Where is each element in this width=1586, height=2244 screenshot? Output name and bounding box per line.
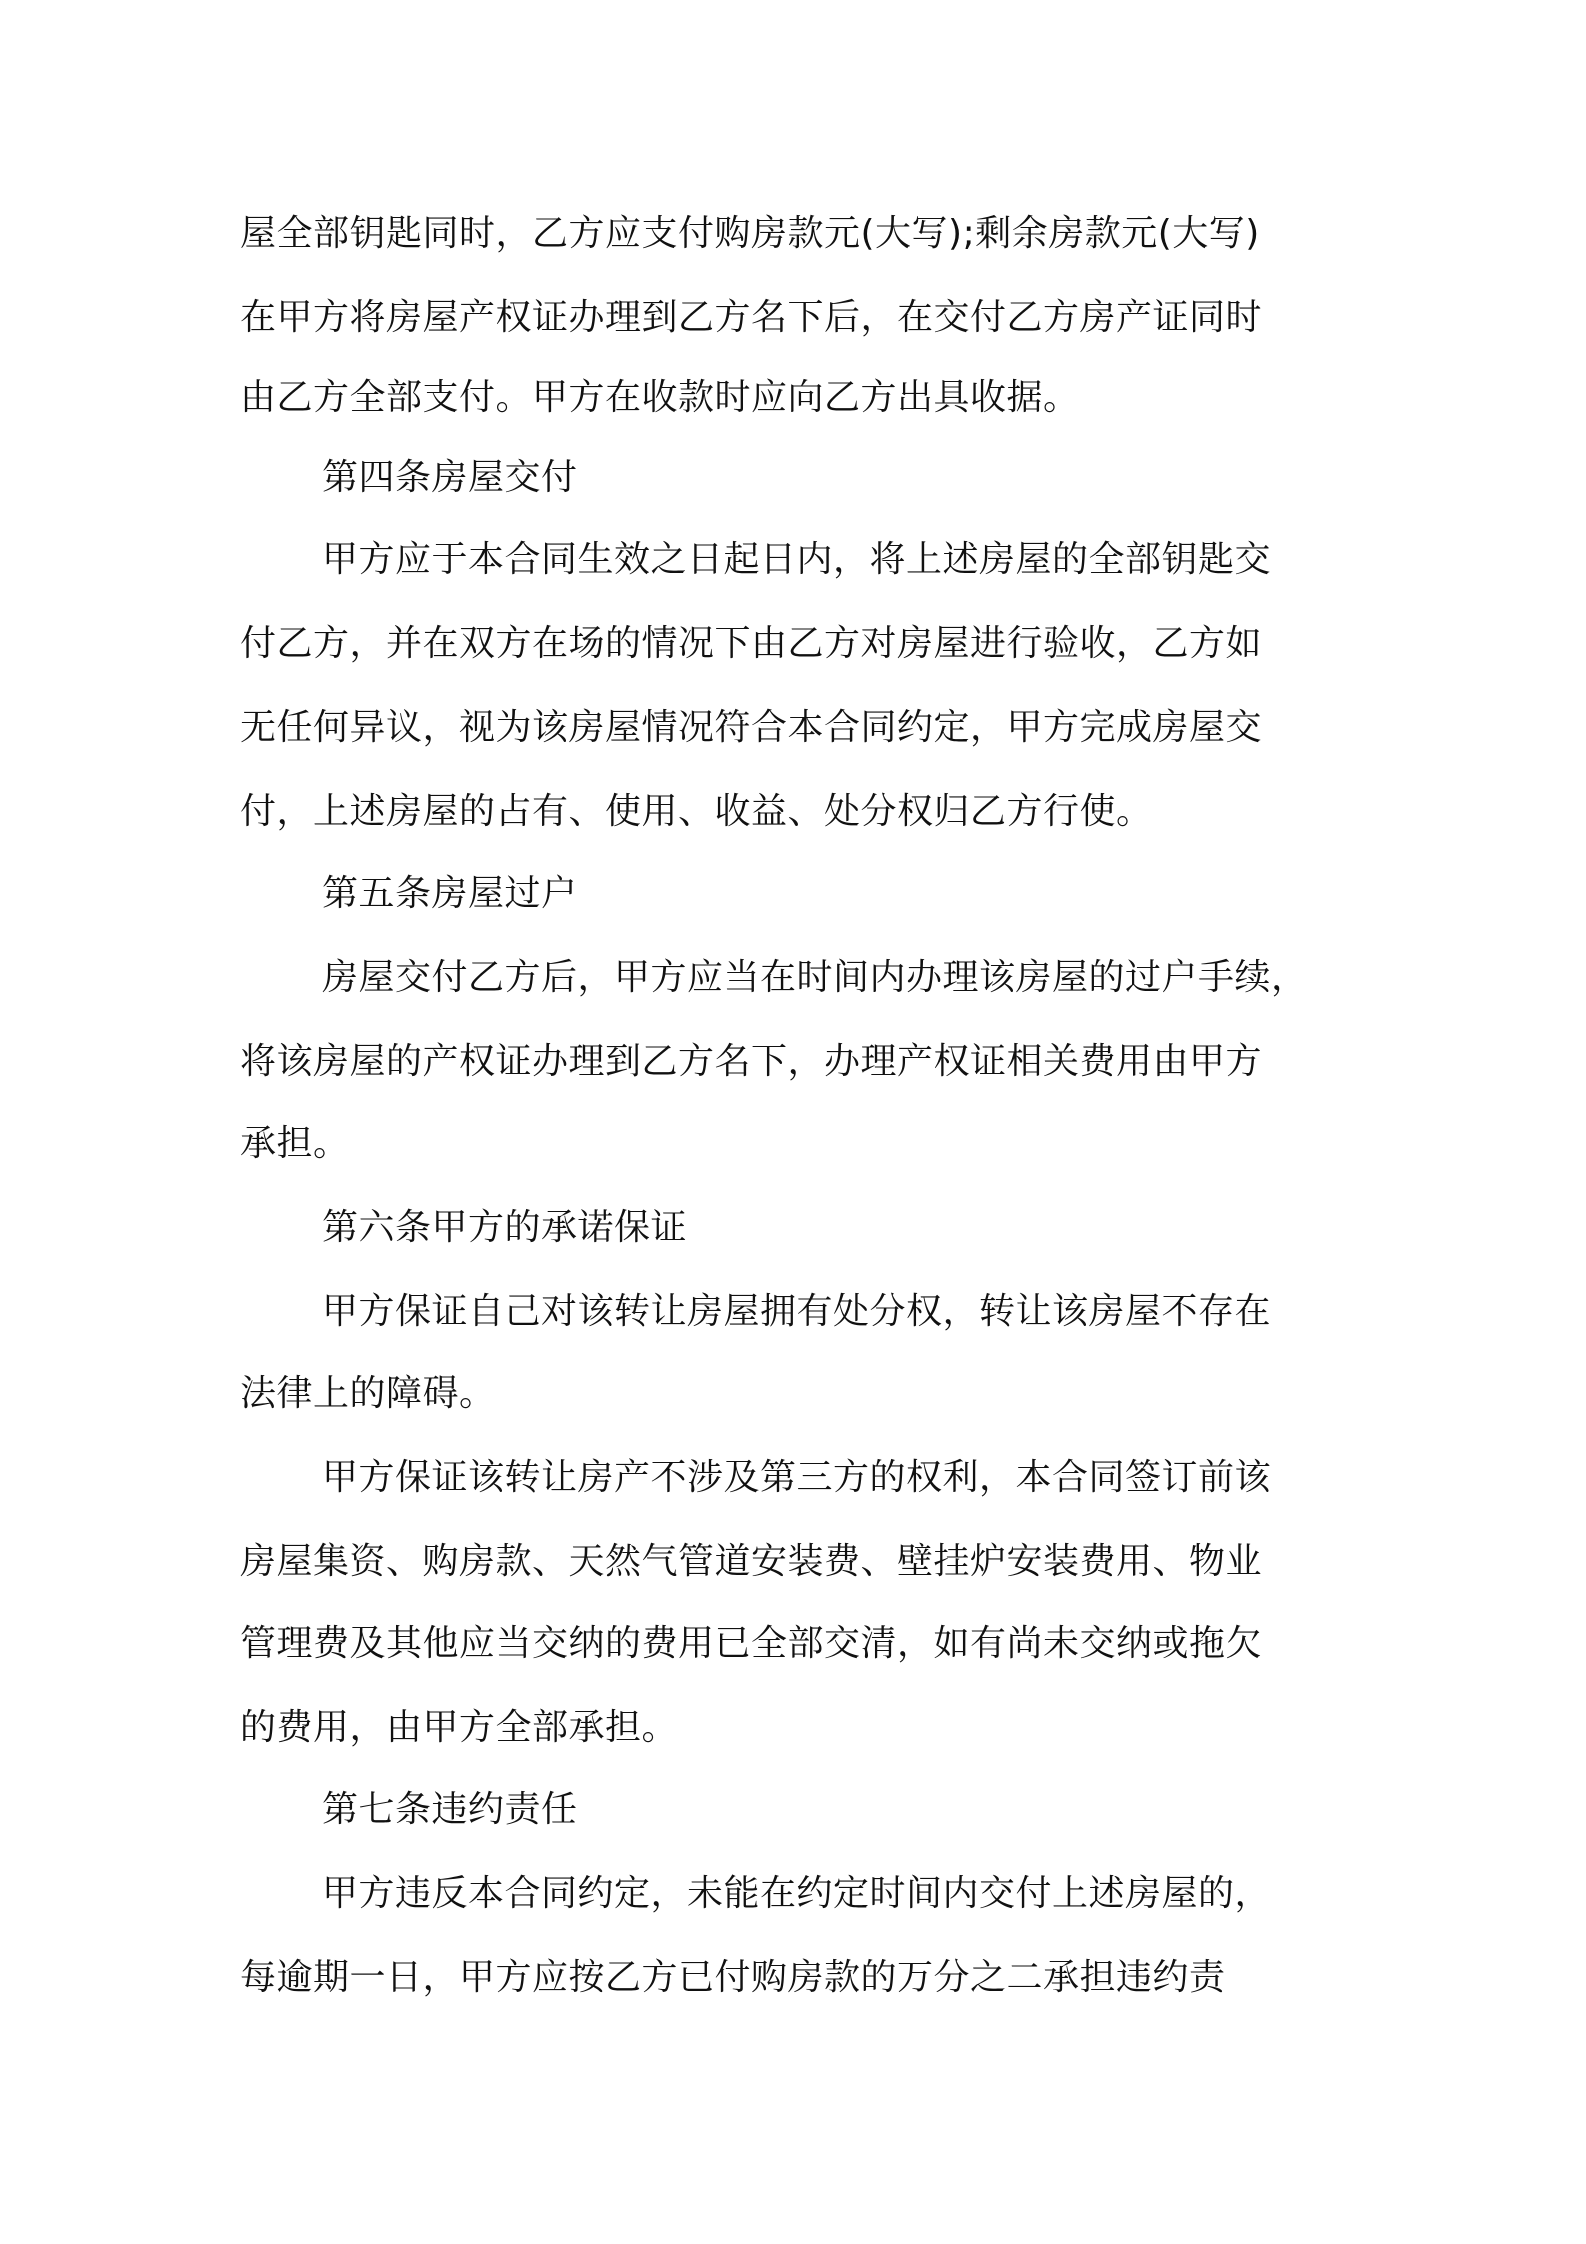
- paragraph-line: 将该房屋的产权证办理到乙方名下，办理产权证相关费用由甲方: [240, 1041, 1263, 1082]
- paragraph-line: 甲方保证该转让房产不涉及第三方的权利，本合同签订前该: [322, 1457, 1272, 1498]
- paragraph-line: 房屋集资、购房款、天然气管道安装费、壁挂炉安装费用、物业: [240, 1541, 1263, 1582]
- paragraph-line: 甲方违反本合同约定，未能在约定时间内交付上述房屋的，: [322, 1873, 1272, 1914]
- paragraph-line: 付乙方，并在双方在场的情况下由乙方对房屋进行验收，乙方如: [240, 623, 1263, 664]
- section-heading: 第四条房屋交付: [322, 457, 578, 498]
- section-heading: 第五条房屋过户: [322, 873, 578, 914]
- section-heading: 第六条甲方的承诺保证: [322, 1207, 688, 1248]
- paragraph-line: 无任何异议，视为该房屋情况符合本合同约定，甲方完成房屋交: [240, 707, 1263, 748]
- paragraph-line: 每逾期一日，甲方应按乙方已付购房款的万分之二承担违约责: [240, 1957, 1226, 1998]
- paragraph-line: 由乙方全部支付。甲方在收款时应向乙方出具收据。: [240, 377, 1080, 418]
- paragraph-line: 法律上的障碍。: [240, 1373, 496, 1414]
- paragraph-line: 管理费及其他应当交纳的费用已全部交清，如有尚未交纳或拖欠: [240, 1623, 1263, 1664]
- paragraph-line: 承担。: [240, 1123, 350, 1164]
- paragraph-line: 甲方保证自己对该转让房屋拥有处分权，转让该房屋不存在: [322, 1291, 1272, 1332]
- paragraph-line: 房屋交付乙方后，甲方应当在时间内办理该房屋的过户手续，: [322, 957, 1308, 998]
- paragraph-line: 屋全部钥匙同时，乙方应支付购房款元(大写);剩余房款元(大写): [240, 213, 1260, 254]
- paragraph-line: 甲方应于本合同生效之日起日内，将上述房屋的全部钥匙交: [322, 539, 1272, 580]
- paragraph-line: 的费用，由甲方全部承担。: [240, 1707, 679, 1748]
- section-heading: 第七条违约责任: [322, 1789, 578, 1830]
- paragraph-line: 在甲方将房屋产权证办理到乙方名下后，在交付乙方房产证同时: [240, 297, 1263, 338]
- paragraph-line: 付，上述房屋的占有、使用、收益、处分权归乙方行使。: [240, 791, 1153, 832]
